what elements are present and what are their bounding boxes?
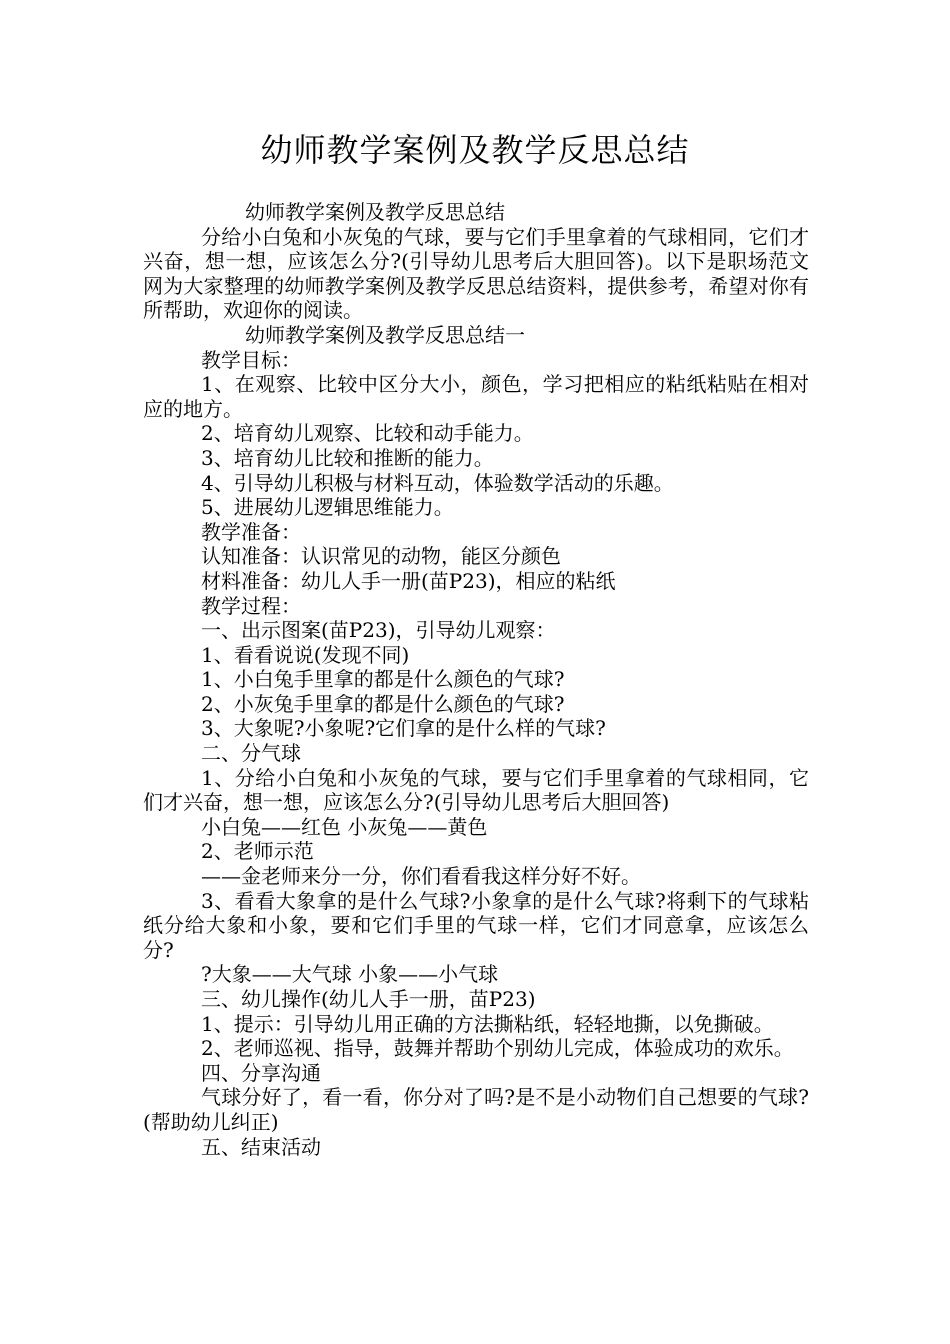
body-paragraph: 3、培育幼儿比较和推断的能力。 <box>201 445 494 470</box>
body-paragraph: 一、出示图案(苗P23)，引导幼儿观察： <box>201 618 556 643</box>
body-paragraph: 小白兔——红色 小灰兔——黄色 <box>201 814 488 839</box>
body-paragraph: 分给小白兔和小灰兔的气球，要与它们手里拿着的气球相同，它们才兴奋，想一想，应该怎么分?(引导幼儿思考后大胆回答)。以下是职场范文网为大家整理的幼师教学案例及教学反思总结资料，提供参考，希望对你有所帮助，欢迎你的阅读。 <box>143 224 809 323</box>
body-paragraph: 2、老师巡视、指导，鼓舞并帮助个别幼儿完成，体验成功的欢乐。 <box>201 1036 794 1061</box>
body-paragraph: 材料准备：幼儿人手一册(苗P23)，相应的粘纸 <box>201 568 616 593</box>
body-paragraph: 2、培育幼儿观察、比较和动手能力。 <box>201 421 534 446</box>
body-paragraph: 五、结束活动 <box>201 1134 321 1159</box>
body-paragraph: 四、分享沟通 <box>201 1060 321 1085</box>
body-paragraph: 气球分好了，看一看，你分对了吗?是不是小动物们自己想要的气球?(帮助幼儿纠正) <box>143 1085 809 1134</box>
body-paragraph: 5、进展幼儿逻辑思维能力。 <box>201 495 454 520</box>
body-paragraph: 1、分给小白兔和小灰兔的气球，要与它们手里拿着的气球相同，它们才兴奋，想一想，应该怎么分?(引导幼儿思考后大胆回答) <box>143 765 809 815</box>
body-paragraph: 三、幼儿操作(幼儿人手一册，苗P23) <box>201 987 536 1011</box>
body-paragraph: 1、小白兔手里拿的都是什么颜色的气球? <box>201 667 565 692</box>
document-title: 幼师教学案例及教学反思总结 <box>260 131 690 169</box>
body-paragraph: 1、在观察、比较中区分大小，颜色，学习把相应的粘纸粘贴在相对应的地方。 <box>143 372 809 421</box>
body-paragraph: 3、看看大象拿的是什么气球?小象拿的是什么气球?将剩下的气球粘纸分给大象和小象，要和它们手里的气球一样，它们才同意拿，应该怎么分? <box>143 888 809 962</box>
body-paragraph: 1、提示：引导幼儿用正确的方法撕粘纸，轻轻地撕，以免撕破。 <box>201 1011 774 1036</box>
body-paragraph: 1、看看说说(发现不同) <box>201 642 410 667</box>
body-paragraph: 2、小灰兔手里拿的都是什么颜色的气球? <box>201 691 565 716</box>
body-paragraph: 教学准备： <box>201 519 301 544</box>
body-paragraph: ——金老师来分一分，你们看看我这样分好不好。 <box>201 864 641 889</box>
body-paragraph: ?大象——大气球 小象——小气球 <box>201 962 499 987</box>
body-paragraph: 2、老师示范 <box>201 839 314 864</box>
body-paragraph: 4、引导幼儿积极与材料互动，体验数学活动的乐趣。 <box>201 470 674 495</box>
body-paragraph: 认知准备：认识常见的动物，能区分颜色 <box>201 544 561 569</box>
section-heading: 幼师教学案例及教学反思总结一 <box>245 322 525 347</box>
section-heading: 幼师教学案例及教学反思总结 <box>245 200 505 224</box>
body-paragraph: 教学目标： <box>201 347 301 372</box>
body-paragraph: 二、分气球 <box>201 741 301 766</box>
document-body <box>143 200 809 1159</box>
body-paragraph: 3、大象呢?小象呢?它们拿的是什么样的气球? <box>201 716 606 741</box>
body-paragraph: 教学过程： <box>201 593 301 618</box>
